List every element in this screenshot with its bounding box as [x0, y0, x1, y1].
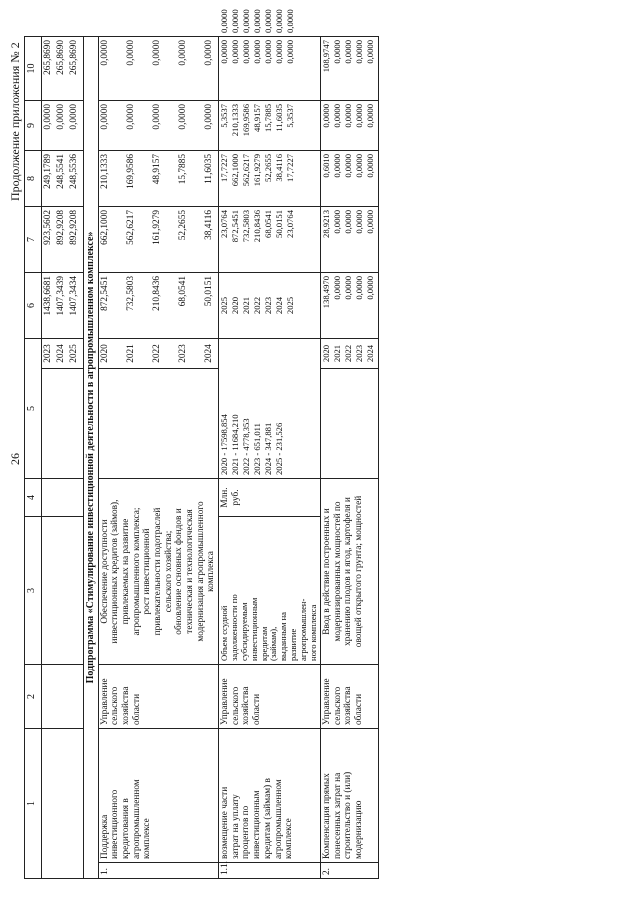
col-header-7: 7	[25, 207, 42, 273]
col-header-5: 5	[25, 339, 42, 479]
row2-col9: 0,0000 0,0000 0,0000 0,0000 0,0000	[320, 101, 378, 151]
page-number: 26	[8, 453, 22, 465]
table-row-top	[42, 37, 84, 879]
row1-col7: 662,1000 562,6217 161,9279 52,2655 38,4116	[98, 207, 219, 273]
top-col9: 0,0000 0,0000 0,0000	[42, 101, 84, 151]
table-row-2	[320, 37, 378, 879]
row-name: возмещение части затрат на уплату процентов по инвестиционным кредитам (займам) в агропромышленном комплексе	[219, 729, 321, 863]
row2-years: 2020 2021 2022 2023 2024	[320, 339, 378, 369]
row11-col7: 17,7227 662,1000 562,6217 161,9279 52,2655 38,4116 17,7227	[219, 151, 321, 207]
row11-col6: 23,0764 872,5451 732,5803 210,8436 68,0541 50,0151 23,0764	[219, 207, 321, 273]
row1-col9: 0,0000 0,0000 0,0000 0,0000 0,0000	[98, 101, 219, 151]
row2-col10: 108,9747 0,0000 0,0000 0,0000 0,0000	[320, 37, 378, 101]
row-number: 1.1.	[219, 863, 321, 879]
top-col10: 265,8690 265,8690 265,8690	[42, 37, 84, 101]
row1-years: 2020 2021 2022 2023 2024	[98, 339, 219, 369]
col-header-8: 8	[25, 151, 42, 207]
row11-col9: 0,0000 0,0000 0,0000 0,0000 0,0000 0,0000 0,0000	[219, 37, 321, 101]
row-number: 1.	[98, 863, 219, 879]
table-row-1-1: 1.1. возмещение части затрат на уплату процентов по инвестиционным кредитам (займам) в агропромышленном комплексе Управление сельского хозяйства области Объем ссудной задолженности по субсидируемым инвестиционным кредитам (займам), выданным на развитие агропромышлен- ного комплекса Млн. руб. 2020 - 17598,854 2021 - 11684,210 2022 - 4778,353 2023 - 651,011 2024 - 347,881 2025 - 231,526 2025 2020 2021 2022 2023 2024 2025 23,0764 872,5451 732,5803 210,8436 68,0541 50,0151 23,0764 17,7227 662,1000 562,6217 161,9279 52,2655 38,4116 17,7227 5,3537 210,1333 169,9586 48,9157 15,7885 11,6035 5,3537 0,0000 0,0000 0,0000 0,0000 0,0000 0,0000 0,0000 0,0000 0,0000 0,0000 0,0000 0,0000 0,0000 0,0000	[219, 37, 321, 879]
row1-col10: 0,0000 0,0000 0,0000 0,0000 0,0000	[98, 37, 219, 101]
col-header-2: 2	[25, 665, 42, 729]
row2-col6: 138,4970 0,0000 0,0000 0,0000 0,0000	[320, 273, 378, 339]
row-executor: Управление сельского хозяйства области	[98, 665, 219, 729]
row-number: 2.	[320, 863, 378, 879]
row-executor: Управление сельского хозяйства области	[219, 665, 321, 729]
subprogram-row	[84, 37, 99, 879]
program-table	[24, 9, 379, 879]
row-target-values: 2020 - 17598,854 2021 - 11684,210 2022 - 4778,353 2023 - 651,011 2024 - 347,881 2025 - 231,526	[219, 339, 321, 479]
top-col7: 923,5602 892,9208 892,9208	[42, 207, 84, 273]
col-header-6: 6	[25, 273, 42, 339]
col-header-9: 9	[25, 101, 42, 151]
row11-years: 2025 2020 2021 2022 2023 2024 2025	[219, 273, 321, 339]
header-row	[25, 37, 42, 879]
appendix-label: Продолжение приложения № 2	[8, 42, 22, 201]
row11-col8: 5,3537 210,1333 169,9586 48,9157 15,7885 11,6035 5,3537	[219, 101, 321, 151]
col-header-3: 3	[25, 517, 42, 665]
row-goal: Ввод в действие построенных и модернизированных мощностей по хранению плодов и ягод, картофеля и овощей открытого грунта; мощностей	[320, 479, 378, 665]
col-header-4: 4	[25, 479, 42, 517]
top-col8: 249,1789 248,5541 248,5536	[42, 151, 84, 207]
subprogram-title: Подпрограмма «Стимулирование инвестиционной деятельности в агропромышленном комплексе»	[84, 37, 99, 879]
row-unit: Млн. руб.	[219, 479, 321, 517]
col-header-10: 10	[25, 37, 42, 101]
row1-col8: 210,1333 169,9586 48,9157 15,7885 11,6035	[98, 151, 219, 207]
top-col6: 1438,6681 1407,3439 1407,3434	[42, 273, 84, 339]
row-name: Поддержка инвестиционного кредитования в агропромышленном комплексе	[98, 729, 219, 863]
table-row-1	[98, 37, 219, 879]
row-executor: Управление сельского хозяйства области	[320, 665, 378, 729]
col-header-1: 1	[25, 729, 42, 879]
row1-col6: 872,5451 732,5803 210,8436 68,0541 50,0151	[98, 273, 219, 339]
top-years: 2023 2024 2025	[42, 339, 84, 369]
row-goal: Обеспечение доступности инвестиционных кредитов (займов), привлекаемых на развитие агропромышленного комплекса; рост инвестиционной привлекательности подотраслей сельского хозяйства; обновление основных фондов и техническая и технологическая модернизация агропромышленного комплекса	[98, 479, 219, 665]
row2-col8: 0,6010 0,0000 0,0000 0,0000 0,0000	[320, 151, 378, 207]
row2-col7: 28,9213 0,0000 0,0000 0,0000 0,0000	[320, 207, 378, 273]
row-name: Компенсация прямых понесенных затрат на строительство и (или) модернизацию	[320, 729, 378, 863]
row-indicator: Объем ссудной задолженности по субсидируемым инвестиционным кредитам (займам), выданным на развитие агропромышлен- ного комплекса	[219, 517, 321, 665]
